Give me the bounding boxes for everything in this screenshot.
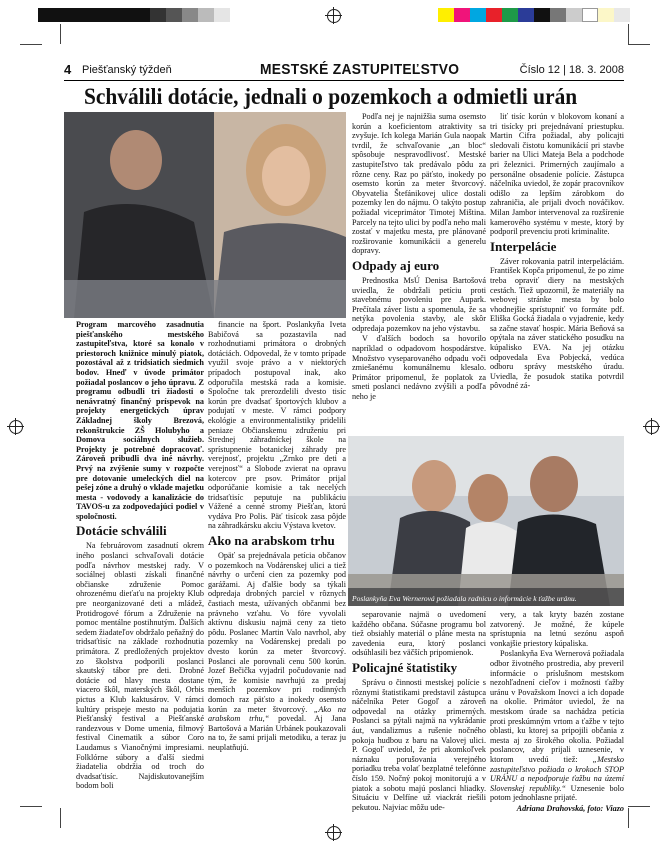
paragraph: liť tisíc korún v blokovom konaní a tri tisícky pri prejednávaní priestupku. Martin Cifra požiadal, aby policajti sledovali čistotu komunikácií pri stavbe barier na Ulici Mateja Bela a podchode pri železnici. Primerných zaujímalo a personálne obsadenie polície. Zástupca náčelníka uviedol, že zopár pracovníkov odišlo za lepším zárobkom do zahraničia, ale prijali dvoch nováčikov. Milan Jambor intervenoval za rozšírenie kamerového systému v meste, ktorý by podporil prevenciu proti kriminalite. [490,112,624,237]
registration-mark-bottom [327,826,341,840]
paragraph: financie na šport. Poslankyňa Iveta Babičová sa pozastavila nad rozhodnutiami primátora o drobných dotáciách. Odpovedal, že v tomto prípade využil svoje právo a v niektorých prípadoch postupoval inak, ako odporučila mestská rada a komisie. Spoločne tak prerozdelili dvesto tisíc korún pre dvadsať športových klubov a podujatí v meste. V rámci podpory ekológie a environmentalistiky pridelili peniaze Občianskemu združeniu pri Strednej záhradníckej škole na sprístupnenie botanickej záhrady pre verejnosť, projektu „Zrnko pre deti a verejnosť“ a Slobode zvierat na opravu kotercov pre psov. Primátor prijal odporúčanie komisie a tak necelých tridsaťtisíc peputuje na publikáciu Vážené a cenné stromy Piešťan, ktorú vydáva Pro Polis. Päť tisícok zasa pôjde na záhradkársku akciu Výstava kvetov. [208,320,346,531]
subheading-interpelacie: Interpelácie [490,238,557,254]
author-signature: Adriana Drahovská, foto: Viazo [516,803,624,813]
photo-council-members [64,112,346,318]
issue-info: Číslo 12 | 18. 3. 2008 [519,64,624,76]
article-headline: Schválili dotácie, jednali o pozemkoch a odmietli urán [84,84,578,109]
photo-council-session [348,436,624,606]
article-column-3-top [352,112,486,403]
crop-mark [628,44,650,45]
article-column-1 [76,320,204,792]
subheading-odpady: Odpady aj euro [352,257,440,273]
paragraph: separovanie najmä o uvedomení každého občana. Súčasne programu bol tiež obsiahly materiál o pláne mesta na zavedenia eura, ktorý poslanci odsúhlasili bez väčších pripomienok. [352,610,486,658]
subheading-dotacie: Dotácie schválili [76,523,167,539]
crop-mark [628,808,629,828]
paragraph: Na februárovom zasadnutí okrem iného poslanci schvaľovali dotácie podľa návrhov mestskej rady. V sociálnej oblasti získali finančné občianske združenie Pomoc ohrozenému dieťaťu na projekty Klub pre neorganizované deti a mládež, Protidrogové fórum a Združenie na pomoc mentálne postihnutým. Ďalších sedem žiadateľov obdržalo peňažný do tridsaťtisíc na základe rozhodnutia primátora. Z predložených projektov zo školstva podporili poslanci skautský tábor pre deti. Drobné dotácie od hlavy mesta dostane viacero škôl, materských škôl, Orbis pictus a Klub kaktusárov. V rámci kultúry prispeje mesto na podujatia Piešťanský festival a Piešťanské randezvous v Dome umenia, filmový festival Cinematik a súbor Coro Laudamus s Vianočnými impresiami. Folklórne súbory a ďalší siedmi žiadatelia obdržia od troch do dvadsaťtisíc. Najdiskutovanejším bodom boli [76,541,204,791]
article-column-4-top [490,112,624,392]
registration-mark-right [645,420,659,434]
paragraph: Podľa nej je najnižšia suma osemsto korún a koeficientom atraktivity sa zvyšuje. Ich kolega Marián Gula naopak tvrdil, že schvaľovanie „an bloc“ spôsobuje nespravodlivosť. Mestské zastupiteľstvo tak predávalo pôdu za rôzne ceny. Raz po päťsto, inokedy po osemsto korún za meter štvorcový. Obyvatelia Štefánikovej ulice dostali pozemky len do nájmu. O takýto postup požiadal viceprimátor Timotej Miština. Parcely na tejto ulici by podľa neho mali zostať v majetku mesta, pre plánované rozširovanie komunikácii a generelu dopravy. [352,112,486,256]
paper-name: Piešťanský týždeň [82,64,172,76]
paragraph: Prednostka MsÚ Denisa Bartošová uviedla, že obdržali petíciu proti stavebnému povoleniu pre Aupark. Prečítala záver listu a spomenula, že sa netýka povolenia stavby, ale skôr odpredaja pozemkov na jeho výstavbu. [352,275,486,333]
crop-mark [60,808,61,828]
paragraph: Správu o činnosti mestskej polície s rôznymi štatistikami predstavil zástupca náčelníka Peter Gogoľ a zároveň odpovedal na otázky primerných. Poslanci sa pýtali najmä na vykrádanie áut, vandalizmus a rušenie nočného pokoja hudbou z baru na Valovej ulici. P. Gogoľ uviedol, že pri akomkoľvek náznaku porušovania verejného poriadku treba volať bezplatné telefónne číslo 159. Nočný pokoj monitorujú a v piatok a sobotu majú poslanci hliadky. Situáciu v Delfíne už viackrát riešili pekutou. Najviac môžu ude- [352,677,486,812]
article-lead: Program marcového zasadnutia piešťanského mestského zastupiteľstva, ktoré sa konalo v priestoroch knižnice minulý piatok, pozostával až z tridsiatich siedmich bodov. Hneď v úvode primátor požiadal poslancov o jeho úpravu. Z programu odbudli tri žiadosti o nenávratný finančný príspevok na projekty energetických úprav Základnej školy Brezová, rekonštrukcie ZŠ Holubyho a Domova sociálnych služieb. Projekty je potrebné dopracovať. Zároveň pribudli dva iné návrhy. Prvý na zvýšenie sumy v rozpočte pre dotovanie umeleckých diel na pešej zóne a druhý o vklade majetku mesta - vodovody a kanalizácie do TAVOS-u za zodpovedajúci podiel v spoločnosti. [76,320,204,521]
paragraph: Poslankyňa Eva Wernerová požiadala odbor životného prostredia, aby preveril informácie o príslušnom mestskom nezohľadnení cieľov i možnosti ťažby uránu v Považskom Inovci a ich dopade na okolie. Primátor uviedol, že na mestskom úrade sa nachádza petícia proti preskúmným vrtom a ťažbe v tejto oblasti, ku ktorej sa pripojili občania z mesta aj zo širokého okolia. Požiadal poslancov, aby prijali uznesenie, v ktorom uvedú tiež: „Mestsko zastupiteľstvo požiada o krokoch STOP URÁNU a nepodporuje ťažbu na území Slovenskej republiky.“ Uznesenie bolo potom jednohlasne prijaté. [490,649,624,803]
article-column-2 [208,320,346,754]
paragraph: very, a tak kryty bazén zostane zatvorený. Je možné, že kúpele sprístupnia na letnú sezónu aspoň vonkajšie priestory kúpaliska. [490,610,624,648]
crop-mark [20,44,42,45]
crop-mark [628,24,629,44]
paragraph: Záver rokovania patril interpeláciám. František Kopča pripomenul, že po zime treba opraviť diery na mestských cestách. Tiež upozornil, že materiály na webovej stránke mesta by bolo vhodnejšie sprístupniť vo formáte pdf. Eliška Gocká žiadala o vyjadrenie, kedy sa začne stavať hospic. Mária Beňová sa opýtala na záver statického posudku na kúpalisko EVA. Na jej otázku odpovedala Eva Pobjecká, vedúca odboru správy mestského úradu. Uviedla, že posudok statika potvrdil pôvodné zá- [490,256,624,391]
subheading-policajne-statistiky: Policajné štatistiky [352,659,458,675]
article-column-4-bottom [490,610,624,814]
page-number: 4 [64,62,72,77]
article-column-3-bottom [352,610,486,813]
registration-mark-top [327,9,341,23]
section-title: MESTSKÉ ZASTUPITEĽSTVO [260,61,460,78]
color-calibration-bar-gray [38,8,230,22]
crop-mark [60,24,61,44]
paragraph: Opäť sa prejednávala petícia občanov o pozemkoch na Vodárenskej ulici a tiež návrhy o určení cien za pozemky pod garážami. Aj ďalšie body sa týkali odpredaja drobných parciel v rôznych častiach mesta, užívaných občanmi bez právneho vzťahu. Vo fóre vyvolali aktívnu diskusiu najmä ceny za tieto pôdu. Poslanec Martin Valo navrhol, aby pozemky na Vodárenskej predali po dvesto korún za meter štvorcový. Poslanci ale porovnali cenu 500 korún. Jozef Bečička vyjadril počudovanie nad tým, že komisie navrhujú za predaj menších pozemkov pri rodinných domoch raz päťsto a inokedy osemsto korún za meter štvorcový. „Ako na arabskom trhu,“ povedal. Aj Jana Bartošová a Marián Urbánek poukazovali na to, že sami prijali metodiku, a teraz ju neuplatňujú. [208,551,346,752]
photo-caption: Poslankyňa Eva Wernerová požiadala radnicu o informácie k ťažbe uránu. [352,594,577,603]
page-header [64,60,624,80]
quote: „Mestsko zastupiteľstvo požiada o krokoch STOP URÁNU a nepodporuje ťažbu na území Slovenskej republiky.“ [490,754,624,793]
quote: „Ako na arabskom trhu,“ [208,704,346,724]
crop-mark [628,806,650,807]
color-calibration-bar-cmyk [438,8,630,22]
subheading-arabsky-trh: Ako na arabskom trhu [208,533,335,549]
header-rule [64,80,624,81]
paragraph: V ďalších bodoch sa hovorilo napríklad o odpadovom hospodárstve. Množstvo vyseparovaného odpadu voči zmiešanému komunálnemu klesalo. Primátor pripomenul, že poplatok za smeti poslanci nedávno zvýšili a podľa neho je [352,334,486,402]
crop-mark [20,806,42,807]
registration-mark-left [9,420,23,434]
